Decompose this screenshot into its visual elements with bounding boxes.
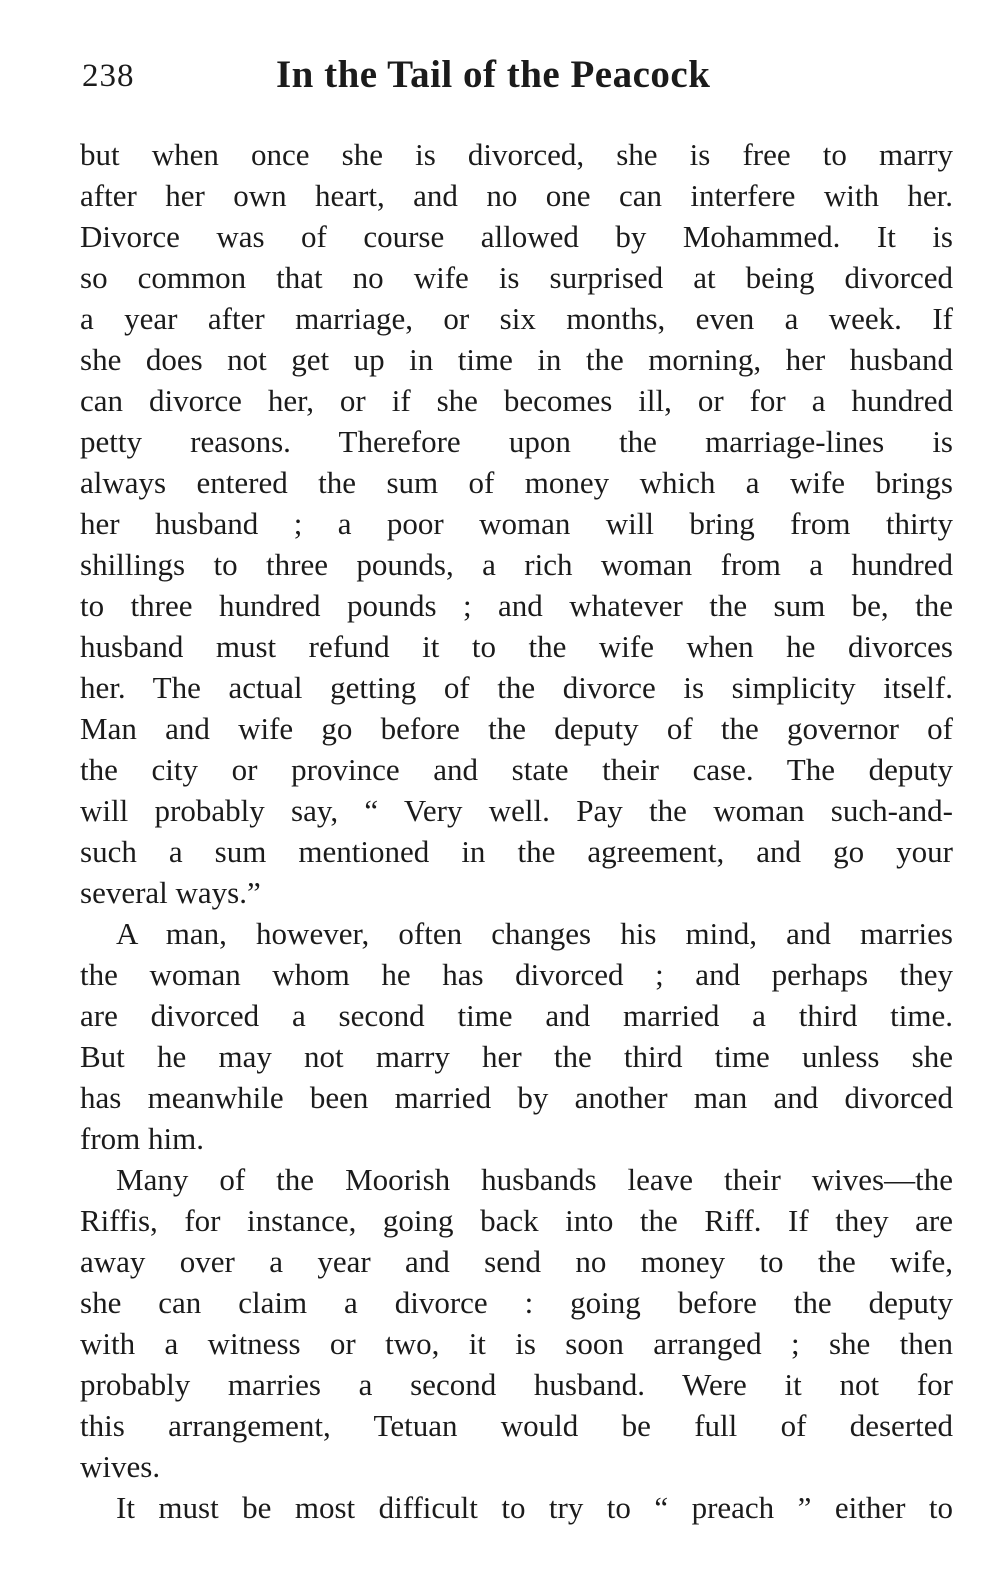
text-line: Divorce was of course allowed by Mohammed. It is (80, 219, 953, 254)
text-line: her husband ; a poor woman will bring from thirty (80, 506, 953, 541)
paragraph-last-line: from him. (80, 1121, 204, 1156)
text-line: to three hundred pounds ; and whatever the sum be, the (80, 588, 953, 623)
text-line: shillings to three pounds, a rich woman from a hundred (80, 547, 953, 582)
paragraph-first-line: Many of the Moorish husbands leave their wives—the (116, 1162, 953, 1197)
text-line: probably marries a second husband. Were it not for (80, 1367, 953, 1402)
text-line: a year after marriage, or six months, even a week. If (80, 301, 953, 336)
text-line: always entered the sum of money which a wife brings (80, 465, 953, 500)
text-line: will probably say, “ Very well. Pay the woman such-and- (80, 793, 953, 828)
text-line: after her own heart, and no one can interfere with her. (80, 178, 953, 213)
text-line: her. The actual getting of the divorce is simplicity itself. (80, 670, 953, 705)
text-line: the city or province and state their case. The deputy (80, 752, 953, 787)
text-line: has meanwhile been married by another man and divorced (80, 1080, 953, 1115)
paragraph-first-line: It must be most difficult to try to “ preach ” either to (116, 1490, 953, 1525)
text-line: petty reasons. Therefore upon the marriage-lines is (80, 424, 953, 459)
text-line: this arrangement, Tetuan would be full of deserted (80, 1408, 953, 1443)
body-text (80, 134, 953, 1528)
running-title: In the Tail of the Peacock (276, 53, 711, 96)
paragraph-last-line: several ways.” (80, 875, 261, 910)
text-line: husband must refund it to the wife when he divorces (80, 629, 953, 664)
text-line: with a witness or two, it is soon arranged ; she then (80, 1326, 953, 1361)
text-line: but when once she is divorced, she is free to marry (80, 137, 953, 172)
text-line: she does not get up in time in the morning, her husband (80, 342, 953, 377)
text-line: such a sum mentioned in the agreement, and go your (80, 834, 953, 869)
text-line: are divorced a second time and married a third time. (80, 998, 953, 1033)
page-header (80, 52, 960, 108)
text-line: Man and wife go before the deputy of the governor of (80, 711, 953, 746)
page-number: 238 (82, 58, 135, 94)
text-line: she can claim a divorce : going before the deputy (80, 1285, 953, 1320)
text-line: can divorce her, or if she becomes ill, or for a hundred (80, 383, 953, 418)
text-line: But he may not marry her the third time unless she (80, 1039, 953, 1074)
text-line: so common that no wife is surprised at being divorced (80, 260, 953, 295)
paragraph-last-line: wives. (80, 1449, 161, 1484)
text-line: Riffis, for instance, going back into the Riff. If they are (80, 1203, 953, 1238)
paragraph-first-line: A man, however, often changes his mind, and marries (116, 916, 953, 951)
text-line: the woman whom he has divorced ; and perhaps they (80, 957, 953, 992)
text-line: away over a year and send no money to the wife, (80, 1244, 953, 1279)
